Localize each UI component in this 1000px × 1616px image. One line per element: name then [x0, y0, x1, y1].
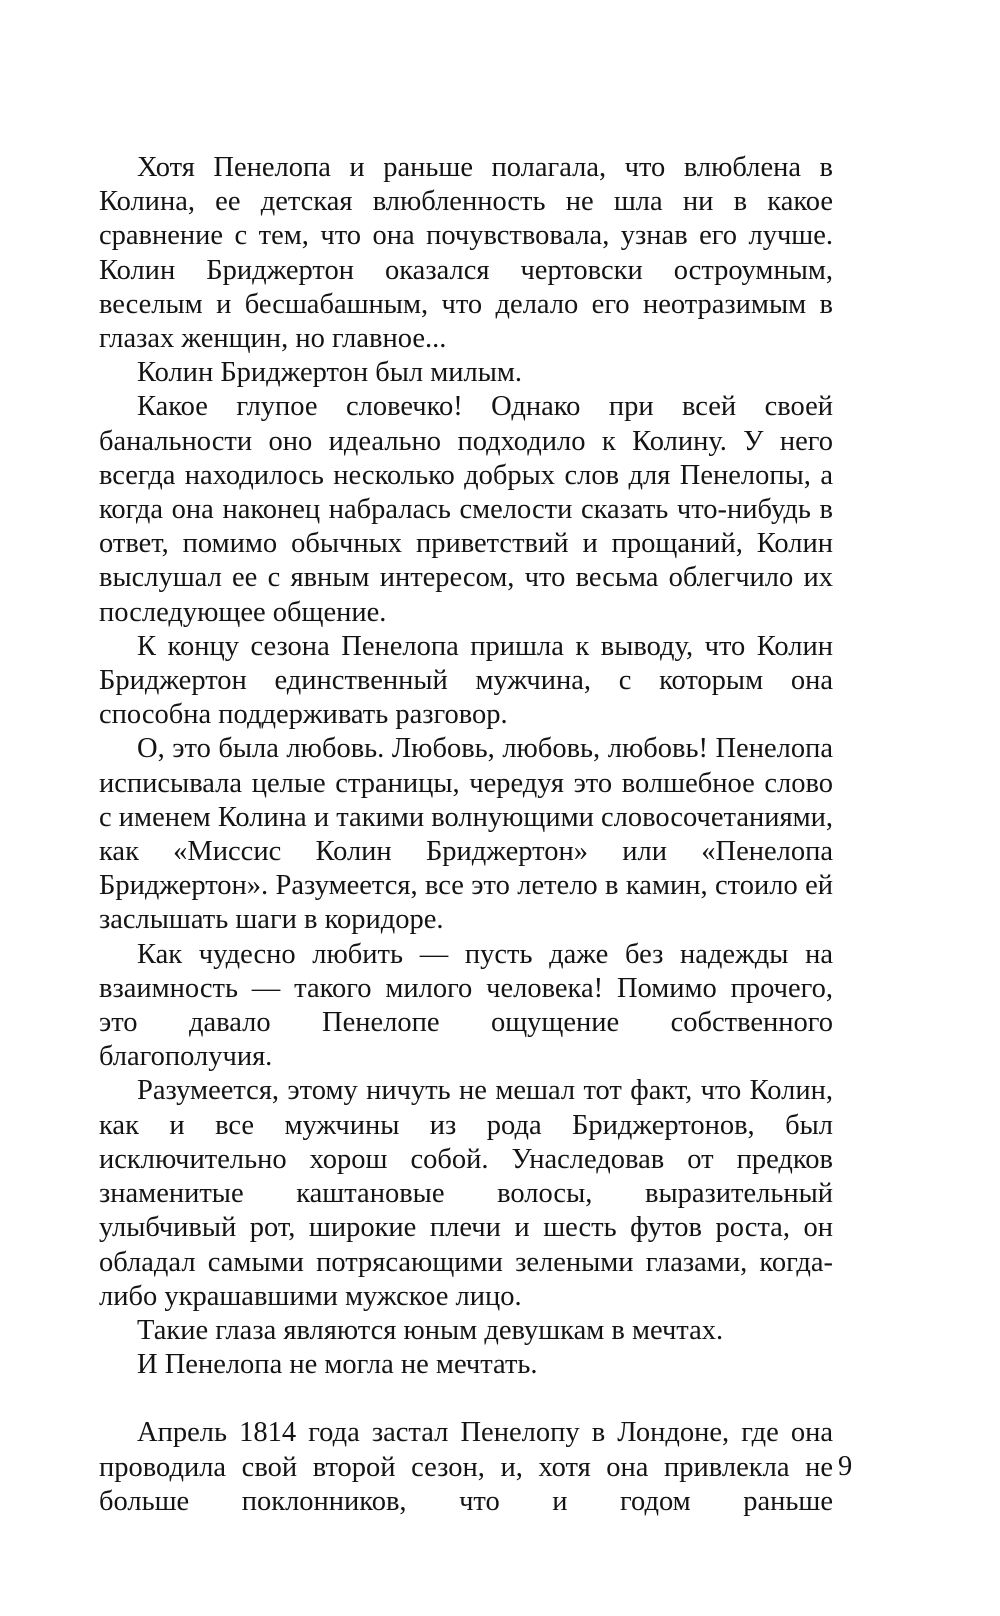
- section-break: [99, 1382, 833, 1416]
- paragraph-4: К концу сезона Пенелопа пришла к выводу, что Колин Бриджертон единственный мужчина, с которым она способна поддерживать разговор.: [99, 630, 833, 731]
- paragraph-8: Такие глаза являются юным девушкам в мечтах.: [137, 1314, 724, 1346]
- paragraph-2: Колин Бриджертон был милым.: [137, 357, 523, 389]
- paragraph-6: Как чудесно любить — пусть даже без надежды на взаимность — такого милого человека! Помимо прочего, это давало Пенелопе ощущение собственного благополучия.: [99, 938, 833, 1073]
- page-number: 9: [838, 1451, 853, 1482]
- paragraph-section-2: Апрель 1814 года застал Пенелопу в Лондоне, где она проводила свой второй сезон, и, хотя она привлекла не больше поклонников, что и годом раньше: [99, 1417, 833, 1517]
- paragraph-3: Какое глупое словечко! Однако при всей своей банальности оно идеально подходило к Колину. У него всегда находилось несколько добрых слов для Пенелопы, а когда она наконец набралась смелости сказать что-нибудь в ответ, помимо обычных приветствий и прощаний, Колин выслушал ее с явным интересом, что весьма облегчило их последующее общение.: [99, 391, 833, 628]
- paragraph-5: О, это была любовь. Любовь, любовь, любовь! Пенелопа исписывала целые страницы, чередуя это волшебное слово с именем Колина и такими волнующими словосочетаниями, как «Миссис Колин Бриджертон» или «Пенелопа Бриджертон». Разумеется, все это летело в камин, стоило ей заслышать шаги в коридоре.: [99, 733, 833, 936]
- text-column: [99, 151, 833, 1519]
- paragraph-7: Разумеется, этому ничуть не мешал тот факт, что Колин, как и все мужчины из рода Бриджертонов, был исключительно хорош собой. Унаследовав от предков знаменитые каштановые волосы, выразительный улыбчивый рот, широкие плечи и шесть футов роста, он обладал самыми потрясающими зелеными глазами, когда-либо украшавшими мужское лицо.: [99, 1075, 833, 1312]
- paragraph-1: Хотя Пенелопа и раньше полагала, что влюблена в Колина, ее детская влюбленность не шла ни в какое сравнение с тем, что она почувствовала, узнав его лучше. Колин Бриджертон оказался чертовски остроумным, веселым и бесшабашным, что делало его неотразимым в глазах женщин, но главное...: [99, 152, 833, 355]
- paragraph-9: И Пенелопа не могла не мечтать.: [137, 1349, 538, 1381]
